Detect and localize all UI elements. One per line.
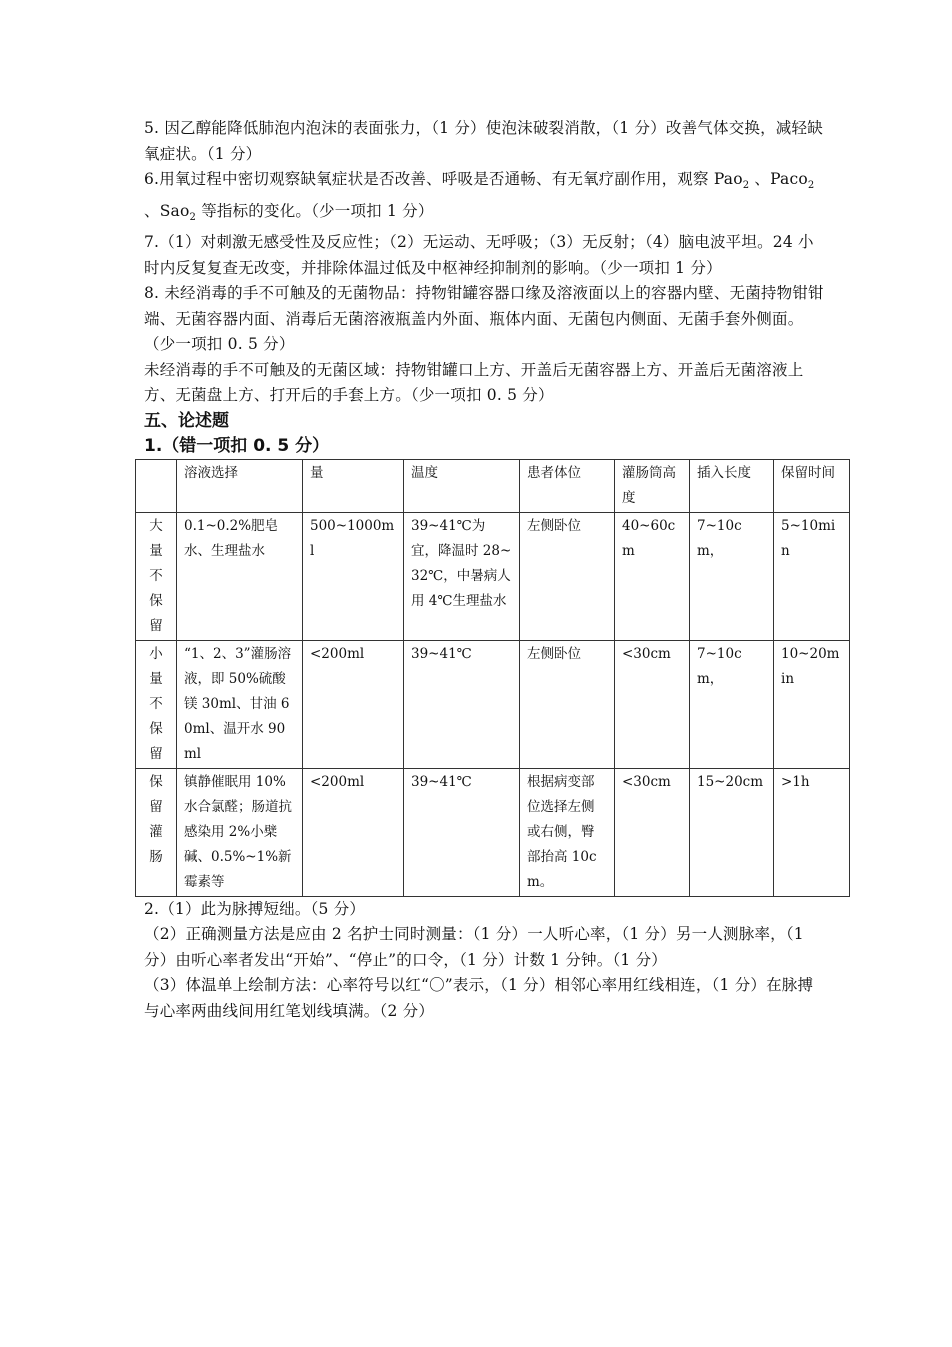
table-cell: <200ml xyxy=(303,640,404,768)
section-title: 五、论述题 xyxy=(144,410,229,431)
table-cell: <200ml xyxy=(303,768,404,896)
table-cell: <30cm xyxy=(615,640,690,768)
table-cell: 7~10cm， xyxy=(690,640,774,768)
table-header-cell: 量 xyxy=(303,459,404,512)
table-cell: 根据病变部位选择左侧或右侧，臀部抬高 10cm。 xyxy=(520,768,615,896)
answer-7: 7.（1）对刺激无感受性及反应性；（2）无运动、无呼吸；（3）无反射；（4）脑电波平坦。24 小时内反复复查无改变，并排除体温过低及中枢神经抑制剂的影响。（少一项扣 1 分） xyxy=(144,233,814,277)
table-header-cell: 患者体位 xyxy=(520,459,615,512)
answer-6: 6.用氧过程中密切观察缺氧症状是否改善、呼吸是否通畅、有无氧疗副作用，观察 Pao$_2$ 、Paco$_2$ 、Sao$_2$ 等指标的变化。（少一项扣 1 分） xyxy=(144,170,815,223)
table-cell: <30cm xyxy=(615,768,690,896)
table-cell: 左侧卧位 xyxy=(520,640,615,768)
table-cell: 7~10cm， xyxy=(690,512,774,640)
table-cell: >1h xyxy=(774,768,850,896)
answer-q2-part1: 2.（1）此为脉搏短绌。（5 分） xyxy=(144,899,366,918)
table-header-cell: 灌肠筒高度 xyxy=(615,459,690,512)
answer-q2-part3: （3）体温单上绘制方法：心率符号以红“〇”表示，（1 分）相邻心率用红线相连，（1 分）在脉搏与心率两曲线间用红笔划线填满。（2 分） xyxy=(144,976,814,1020)
table-cell: 镇静催眠用 10%水合氯醛；肠道抗感染用 2%小檗碱、0.5%~1%新霉素等 xyxy=(177,768,303,896)
answer-q2-part2: （2）正确测量方法是应由 2 名护士同时测量：（1 分）一人听心率，（1 分）另一人测脉率，（1 分）由听心率者发出“开始”、“停止”的口令，（1 分）计数 1 分钟。（1 分） xyxy=(144,925,804,969)
enema-table xyxy=(135,459,850,897)
table-header-cell: 插入长度 xyxy=(690,459,774,512)
question-1-title: 1.（错一项扣 0. 5 分） xyxy=(144,435,330,456)
table-cell: 左侧卧位 xyxy=(520,512,615,640)
table-header-cell: 温度 xyxy=(404,459,520,512)
table-cell: 15~20cm xyxy=(690,768,774,896)
table-cell: 40~60cm xyxy=(615,512,690,640)
table-cell: 500~1000ml xyxy=(303,512,404,640)
answer-5: 5. 因乙醇能降低肺泡内泡沫的表面张力，（1 分）使泡沫破裂消散，（1 分）改善气体交换，减轻缺氧症状。（1 分） xyxy=(144,119,823,163)
table-header-row xyxy=(136,459,850,512)
row-label: 大量不保留 xyxy=(136,512,177,640)
document-page xyxy=(144,116,840,1024)
answer-8-items: 8. 未经消毒的手不可触及的无菌物品：持物钳罐容器口缘及溶液面以上的容器内壁、无菌持物钳钳端、无菌容器内面、消毒后无菌溶液瓶盖内外面、瓶体内面、无菌包内侧面、无菌手套外侧面。（少一项扣 0. 5 分） xyxy=(144,284,824,354)
table-header-cell: 溶液选择 xyxy=(177,459,303,512)
table-cell: 39~41℃ xyxy=(404,768,520,896)
answer-8-areas: 未经消毒的手不可触及的无菌区域：持物钳罐口上方、开盖后无菌容器上方、开盖后无菌溶液上方、无菌盘上方、打开后的手套上方。（少一项扣 0. 5 分） xyxy=(144,360,804,405)
table-cell: 5~10min xyxy=(774,512,850,640)
table-row xyxy=(136,768,850,896)
row-label: 保留灌肠 xyxy=(136,768,177,896)
table-cell: 10~20min xyxy=(774,640,850,768)
table-row xyxy=(136,512,850,640)
table-row xyxy=(136,640,850,768)
table-cell: 39~41℃为宜，降温时 28~32℃，中暑病人用 4℃生理盐水 xyxy=(404,512,520,640)
table-header-cell xyxy=(136,459,177,512)
table-cell: “1、2、3”灌肠溶液，即 50%硫酸镁 30ml、甘油 60ml、温开水 90ml xyxy=(177,640,303,768)
row-label: 小量不保留 xyxy=(136,640,177,768)
table-cell: 39~41℃ xyxy=(404,640,520,768)
table-header-cell: 保留时间 xyxy=(774,459,850,512)
table-cell: 0.1~0.2%肥皂水、生理盐水 xyxy=(177,512,303,640)
